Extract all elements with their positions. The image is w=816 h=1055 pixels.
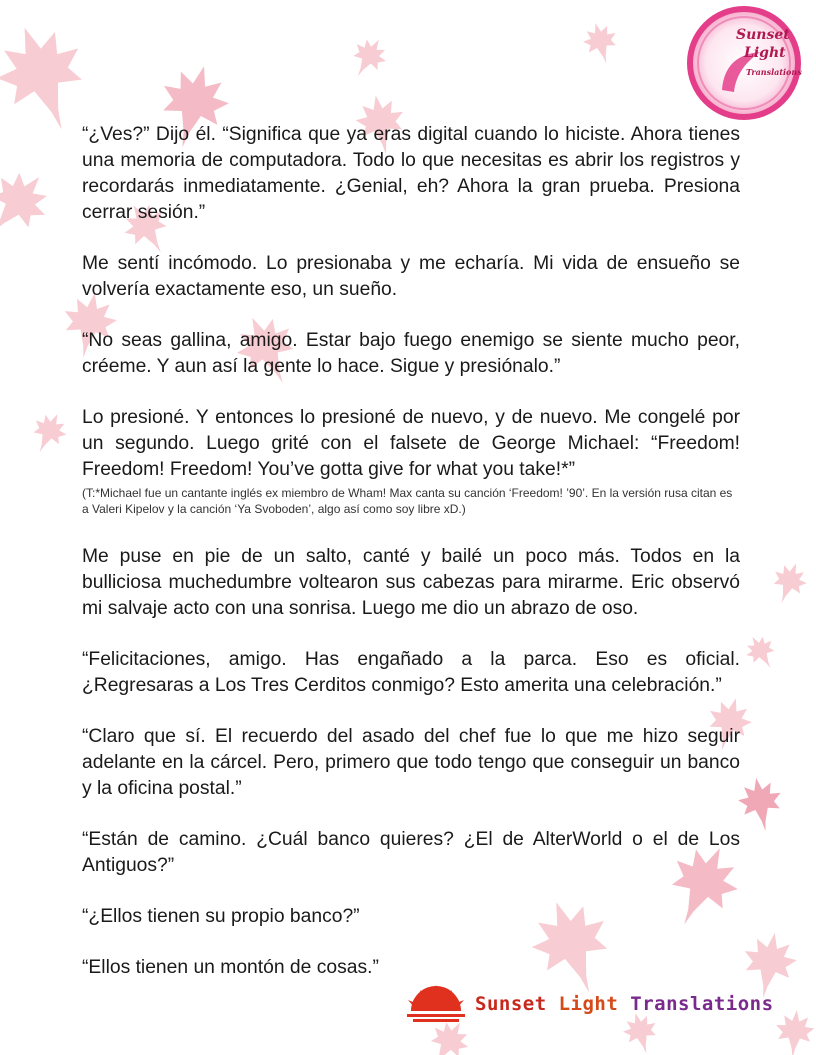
sunset-light-logo [684,4,806,122]
paragraph-7: “Claro que sí. El recuerdo del asado del chef fue lo que me hizo seguir adelante en la cárcel. Pero, primero que todo tengo que conseguir un banco y la oficina postal.” [82,726,740,799]
logo-word-translations: Translations [746,67,802,77]
footer-word-sunset: Sunset [475,993,547,1015]
document-body [82,122,740,1006]
paragraph-1: “¿Ves?” Dijo él. “Significa que ya eras digital cuando lo hiciste. Ahora tienes una memoria de computadora. Todo lo que necesitas es abrir los registros y recordarás inmediatamente. ¿Genial, eh? Ahora la gran prueba. Presiona cerrar sesión.” [82,124,740,223]
logo-ring-icon [684,4,806,122]
footer-word-light: Light [558,993,619,1015]
paragraph-10: “Ellos tienen un montón de cosas.” [82,957,379,978]
sun-icon [405,985,467,1025]
paragraph-9: “¿Ellos tienen su propio banco?” [82,906,360,927]
footer-brand-text [475,993,774,1015]
logo-word-light: Light [744,45,786,61]
logo-word-sunset: Sunset [736,27,790,43]
paragraph-3: “No seas gallina, amigo. Estar bajo fuego enemigo se siente mucho peor, créeme. Y aun así la gente lo hace. Sigue y presiónalo.” [82,330,740,377]
paragraph-2: Me sentí incómodo. Lo presionaba y me echaría. Mi vida de ensueño se volvería exactamente eso, un sueño. [82,253,740,300]
footer-logo [405,985,774,1025]
footer-word-translations: Translations [630,993,774,1015]
paragraph-4: Lo presioné. Y entonces lo presioné de nuevo, y de nuevo. Me congelé por un segundo. Luego grité con el falsete de George Michael: “Freedom! Freedom! Freedom! You’ve gotta give for what you take!*” [82,407,740,480]
paragraph-8: “Están de camino. ¿Cuál banco quieres? ¿El de AlterWorld o el de Los Antiguos?” [82,829,740,876]
paragraph-5: Me puse en pie de un salto, canté y bailé un poco más. Todos en la bulliciosa muchedumbre voltearon sus cabezas para mirarme. Eric observó mi salvaje acto con una sonrisa. Luego me dio un abrazo de oso. [82,546,740,619]
translator-note: (T:*Michael fue un cantante inglés ex miembro de Wham! Max canta su canción ‘Freedom! ’90’. En la versión rusa citan es a Valeri Kipelov y la canción ‘Ya Svoboden’, algo así como soy libre xD.) [82,486,733,516]
paragraph-6: “Felicitaciones, amigo. Has engañado a la parca. Eso es oficial. ¿Regresaras a Los Tres Cerditos conmigo? Esto amerita una celebración.” [82,649,740,696]
